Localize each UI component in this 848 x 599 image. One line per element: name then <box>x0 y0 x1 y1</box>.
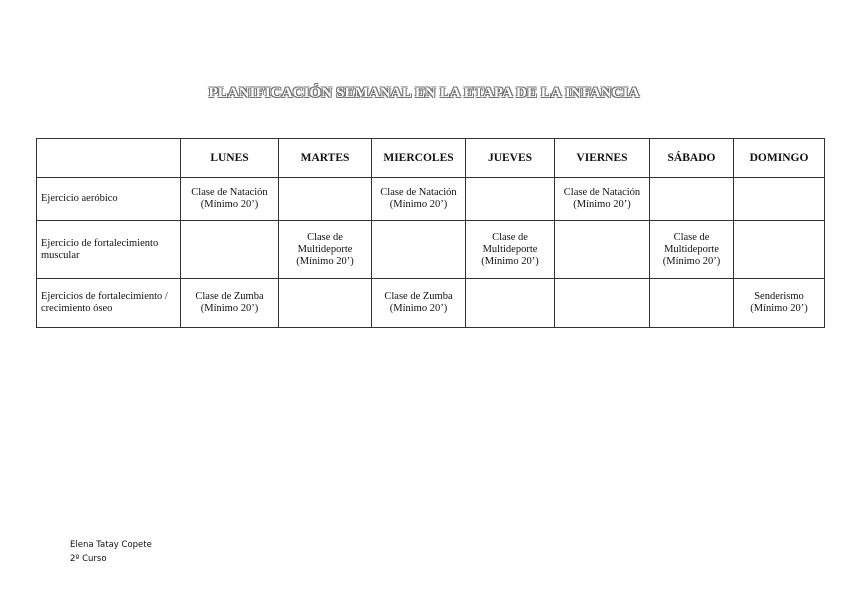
activity-duration: (Mínimo 20’) <box>573 199 631 210</box>
day-header: JUEVES <box>466 139 555 178</box>
activity-duration: (Mínimo 20’) <box>481 255 539 267</box>
row-label <box>37 221 181 279</box>
activity-text: Multideporte <box>664 243 719 255</box>
activity-text: Clase de Zumba <box>195 291 264 302</box>
corner-cell <box>37 139 181 178</box>
activity-cell <box>650 221 734 279</box>
activity-text: Clase de Zumba <box>384 291 453 302</box>
header-row <box>37 139 825 178</box>
activity-duration: (Mínimo 20’) <box>389 303 448 314</box>
row-label-line: Ejercicio de fortalecimiento <box>41 237 159 249</box>
empty-cell <box>650 279 734 328</box>
day-header: VIERNES <box>555 139 650 178</box>
activity-cell <box>181 178 279 221</box>
day-header: LUNES <box>181 139 279 178</box>
activity-text: Clase de Natación <box>380 187 457 198</box>
weekly-schedule-table <box>36 138 825 328</box>
table-row <box>37 178 825 221</box>
empty-cell <box>555 279 650 328</box>
activity-text: Clase de Natación <box>191 187 268 198</box>
activity-cell <box>372 279 466 328</box>
activity-duration: (Mínimo 20’) <box>662 255 721 267</box>
empty-cell <box>466 279 555 328</box>
activity-cell <box>181 279 279 328</box>
table-row <box>37 221 825 279</box>
empty-cell <box>734 178 825 221</box>
page-title: PLANIFICACIÓN SEMANAL EN LA ETAPA DE LA INFANCIA <box>208 85 640 101</box>
author-name: Elena Tatay Copete <box>70 540 152 550</box>
activity-cell <box>372 178 466 221</box>
row-label-line: Ejercicios de fortalecimiento / <box>41 291 168 302</box>
activity-duration: (Mínimo 20’) <box>296 255 354 267</box>
activity-cell <box>734 279 825 328</box>
empty-cell <box>650 178 734 221</box>
activity-text: Clase de <box>673 231 710 243</box>
row-label-line: Ejercicio aeróbico <box>41 193 118 204</box>
course-label: 2º Curso <box>70 554 107 564</box>
day-header: MIERCOLES <box>372 139 466 178</box>
empty-cell <box>734 221 825 279</box>
empty-cell <box>466 178 555 221</box>
table-row <box>37 279 825 328</box>
empty-cell <box>555 221 650 279</box>
activity-text: Senderismo <box>754 291 804 302</box>
activity-cell <box>555 178 650 221</box>
activity-text: Clase de Natación <box>563 187 641 198</box>
activity-cell <box>466 221 555 279</box>
activity-duration: (Mínimo 20’) <box>200 303 259 314</box>
activity-duration: (Mínimo 20’) <box>389 199 448 210</box>
empty-cell <box>279 279 372 328</box>
empty-cell <box>372 221 466 279</box>
day-header: DOMINGO <box>734 139 825 178</box>
activity-duration: (Mínimo 20’) <box>200 199 259 210</box>
activity-text: Multideporte <box>482 243 538 255</box>
activity-text: Clase de <box>492 231 528 243</box>
day-header: MARTES <box>279 139 372 178</box>
activity-cell <box>279 221 372 279</box>
empty-cell <box>181 221 279 279</box>
empty-cell <box>279 178 372 221</box>
row-label-line: muscular <box>41 249 80 261</box>
row-label <box>37 279 181 328</box>
day-header: SÁBADO <box>650 139 734 178</box>
row-label-line: crecimiento óseo <box>41 303 113 314</box>
row-label <box>37 178 181 221</box>
activity-text: Multideporte <box>297 243 353 255</box>
activity-text: Clase de <box>307 231 343 243</box>
footer <box>70 538 152 566</box>
activity-duration: (Mínimo 20’) <box>750 303 808 314</box>
